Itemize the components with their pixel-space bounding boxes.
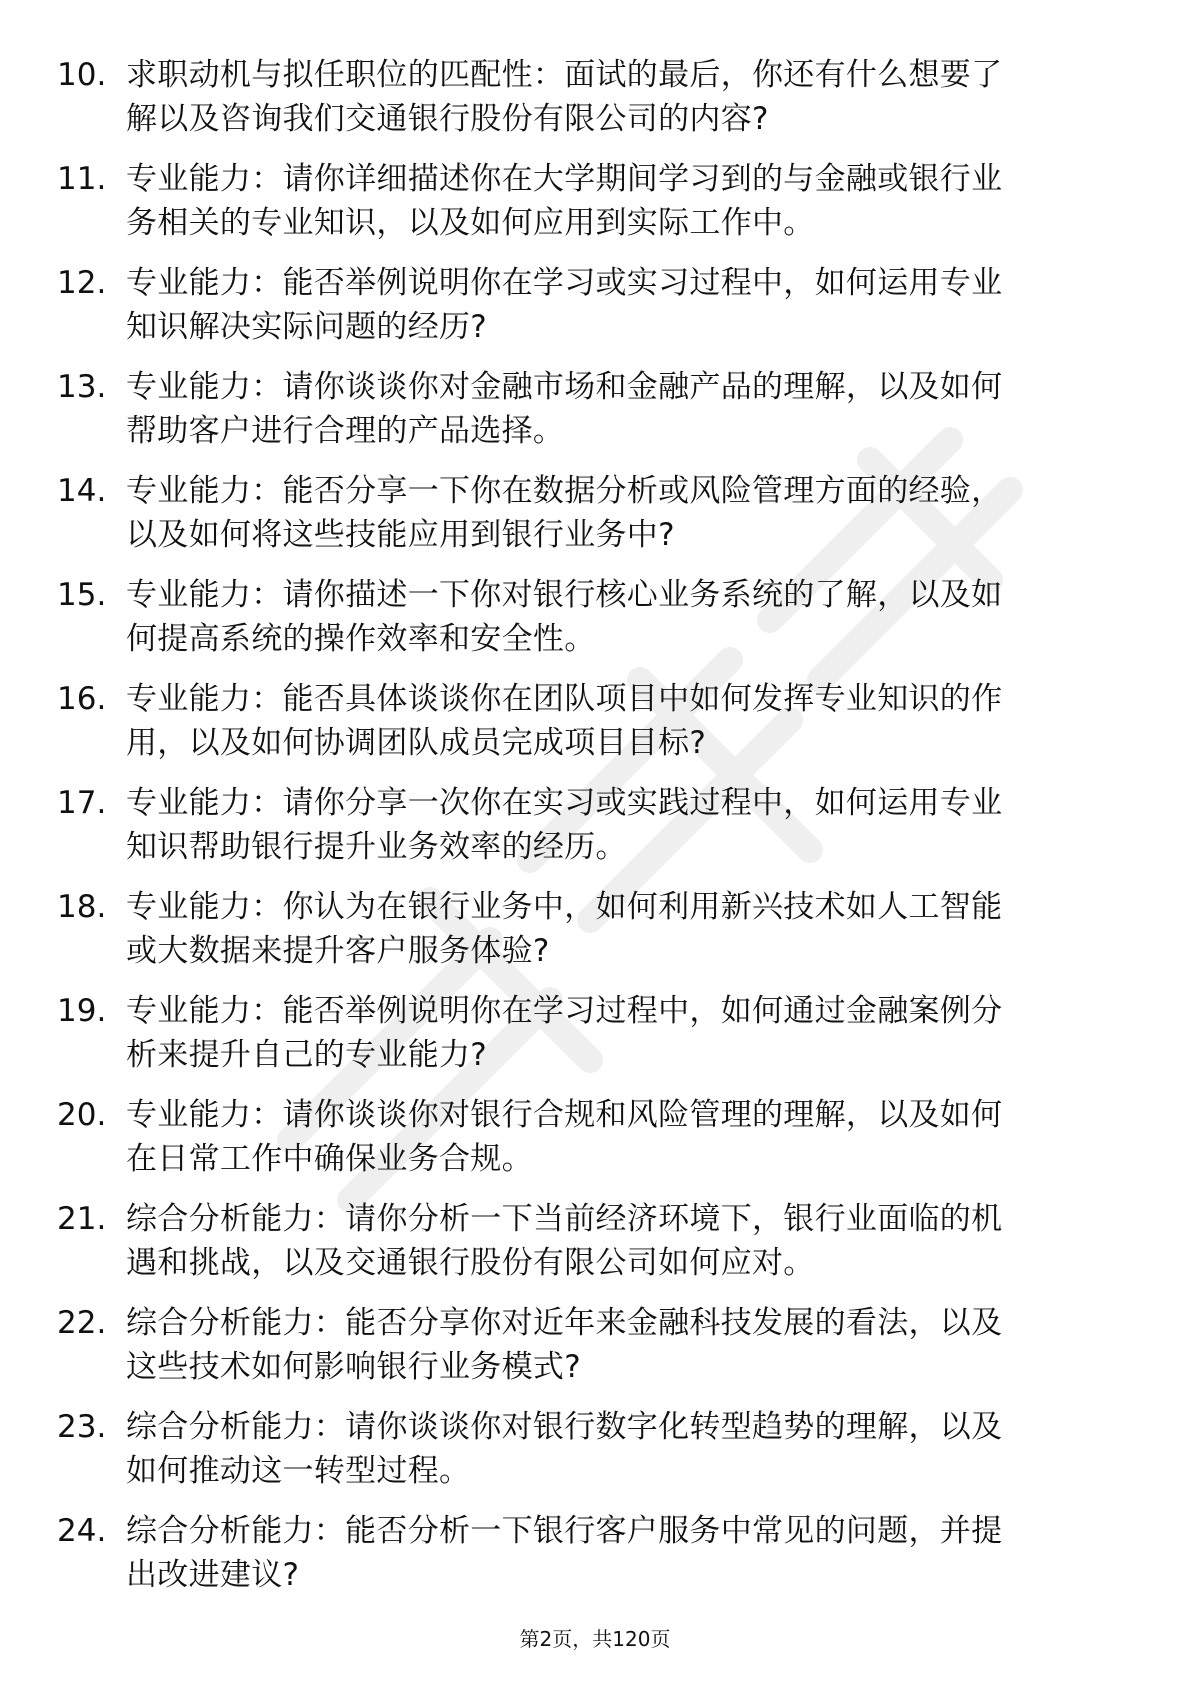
question-list xyxy=(0,48,1190,1608)
question-text-line-1: 综合分析能力：能否分析一下银行客户服务中常见的问题，并提 xyxy=(126,1513,1003,1549)
question-item-13 xyxy=(0,360,1190,464)
question-number: 22. xyxy=(57,1305,107,1341)
question-text-line-1: 专业能力：能否举例说明你在学习过程中，如何通过金融案例分 xyxy=(126,993,1003,1029)
page-number-label: 第2页，共120页 xyxy=(519,1627,671,1651)
question-text-line-2: 帮助客户进行合理的产品选择。 xyxy=(126,413,565,449)
question-item-16 xyxy=(0,672,1190,776)
question-number: 18. xyxy=(57,889,107,925)
question-text-line-2: 务相关的专业知识，以及如何应用到实际工作中。 xyxy=(126,205,815,241)
question-text-line-2: 知识解决实际问题的经历? xyxy=(126,309,488,345)
question-text-line-1: 专业能力：能否具体谈谈你在团队项目中如何发挥专业知识的作 xyxy=(126,681,1003,717)
question-number: 21. xyxy=(57,1201,107,1237)
question-text-line-2: 知识帮助银行提升业务效率的经历。 xyxy=(126,829,627,865)
question-number: 13. xyxy=(57,369,107,405)
question-number: 17. xyxy=(57,785,107,821)
question-item-18 xyxy=(0,880,1190,984)
question-text-line-2: 以及如何将这些技能应用到银行业务中? xyxy=(126,517,675,553)
question-text-line-2: 遇和挑战，以及交通银行股份有限公司如何应对。 xyxy=(126,1245,815,1281)
question-text-line-2: 何提高系统的操作效率和安全性。 xyxy=(126,621,596,657)
question-text-line-1: 专业能力：请你分享一次你在实习或实践过程中，如何运用专业 xyxy=(126,785,1003,821)
question-text-line-1: 综合分析能力：能否分享你对近年来金融科技发展的看法，以及 xyxy=(126,1305,1003,1341)
question-number: 11. xyxy=(57,161,107,197)
question-text-line-2: 解以及咨询我们交通银行股份有限公司的内容? xyxy=(126,101,769,137)
question-item-10 xyxy=(0,48,1190,152)
question-text-line-1: 专业能力：请你谈谈你对银行合规和风险管理的理解，以及如何 xyxy=(126,1097,1003,1133)
question-item-20 xyxy=(0,1088,1190,1192)
question-item-23 xyxy=(0,1400,1190,1504)
question-text-line-1: 专业能力：你认为在银行业务中，如何利用新兴技术如人工智能 xyxy=(126,889,1003,925)
question-text-line-1: 专业能力：请你描述一下你对银行核心业务系统的了解，以及如 xyxy=(126,577,1003,613)
question-text-line-2: 或大数据来提升客户服务体验? xyxy=(126,933,550,969)
question-text-line-1: 求职动机与拟任职位的匹配性：面试的最后，你还有什么想要了 xyxy=(126,57,1003,93)
question-text-line-1: 专业能力：能否举例说明你在学习或实习过程中，如何运用专业 xyxy=(126,265,1003,301)
question-text-line-1: 专业能力：能否分享一下你在数据分析或风险管理方面的经验， xyxy=(126,473,1003,509)
question-item-21 xyxy=(0,1192,1190,1296)
question-text-line-2: 出改进建议? xyxy=(126,1557,300,1593)
question-text-line-1: 综合分析能力：请你谈谈你对银行数字化转型趋势的理解，以及 xyxy=(126,1409,1003,1445)
question-text-line-2: 用，以及如何协调团队成员完成项目目标? xyxy=(126,725,707,761)
question-item-14 xyxy=(0,464,1190,568)
question-item-12 xyxy=(0,256,1190,360)
question-text-line-2: 如何推动这一转型过程。 xyxy=(126,1453,471,1489)
question-item-22 xyxy=(0,1296,1190,1400)
question-item-11 xyxy=(0,152,1190,256)
question-item-17 xyxy=(0,776,1190,880)
question-text-line-1: 专业能力：请你谈谈你对金融市场和金融产品的理解，以及如何 xyxy=(126,369,1003,405)
question-number: 15. xyxy=(57,577,107,613)
question-item-24 xyxy=(0,1504,1190,1608)
question-number: 20. xyxy=(57,1097,107,1133)
question-text-line-2: 析来提升自己的专业能力? xyxy=(126,1037,488,1073)
question-number: 24. xyxy=(57,1513,107,1549)
question-number: 14. xyxy=(57,473,107,509)
page-footer xyxy=(0,1625,1190,1653)
question-item-19 xyxy=(0,984,1190,1088)
question-text-line-1: 专业能力：请你详细描述你在大学期间学习到的与金融或银行业 xyxy=(126,161,1003,197)
question-number: 19. xyxy=(57,993,107,1029)
question-item-15 xyxy=(0,568,1190,672)
question-text-line-1: 综合分析能力：请你分析一下当前经济环境下，银行业面临的机 xyxy=(126,1201,1003,1237)
question-text-line-2: 这些技术如何影响银行业务模式? xyxy=(126,1349,581,1385)
question-text-line-2: 在日常工作中确保业务合规。 xyxy=(126,1141,533,1177)
question-number: 10. xyxy=(57,57,107,93)
question-number: 16. xyxy=(57,681,107,717)
question-number: 12. xyxy=(57,265,107,301)
question-number: 23. xyxy=(57,1409,107,1445)
